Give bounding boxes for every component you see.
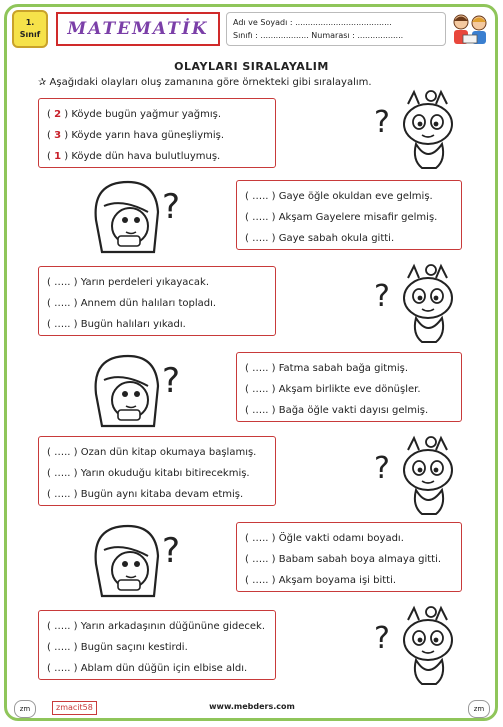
event-group-5 (38, 436, 276, 506)
grade-number: 1. (25, 18, 35, 27)
question-mark: ? (374, 279, 390, 314)
event-item: ( ….. ) Bağa öğle vakti dayısı gelmiş. (245, 405, 429, 416)
event-text: Yarın perdeleri yıkayacak. (80, 277, 209, 288)
order-blank[interactable]: ….. (252, 533, 269, 544)
question-mark: ? (162, 531, 181, 571)
instruction-text: ✰ Aşağıdaki olayları oluş zamanına göre örnekteki gibi sıralayalım. (38, 77, 372, 88)
event-group-7 (38, 610, 276, 680)
order-blank[interactable]: ….. (252, 575, 269, 586)
event-group-1 (38, 98, 276, 168)
event-text: Bağa öğle vakti dayısı gelmiş. (278, 405, 429, 416)
event-item: ( ….. ) Akşam birlikte eve dönüşler. (245, 384, 421, 395)
event-text: Yarın arkadaşının düğününe gidecek. (80, 621, 266, 632)
event-item: ( ….. ) Yarın perdeleri yıkayacak. (47, 277, 209, 288)
event-item: ( ….. ) Öğle vakti odamı boyadı. (245, 533, 404, 544)
order-answer[interactable]: 1 (54, 151, 62, 162)
event-item: ( ….. ) Ablam dün düğün için elbise aldı. (47, 663, 248, 674)
event-item: ( ….. ) Yarın arkadaşının düğününe gidecek. (47, 621, 266, 632)
event-text: Ozan dün kitap okumaya başlamış. (80, 447, 257, 458)
event-item: ( ….. ) Akşam Gayelere misafir gelmiş. (245, 212, 438, 223)
question-mark: ? (162, 187, 181, 227)
name-field[interactable]: Adı ve Soyadı : ...................................... (233, 18, 392, 27)
order-blank[interactable]: ….. (54, 319, 71, 330)
event-item: ( ….. ) Bugün halıları yıkadı. (47, 319, 186, 330)
event-group-2 (236, 180, 462, 250)
order-blank[interactable]: ….. (54, 298, 71, 309)
order-blank[interactable]: ….. (54, 621, 71, 632)
grade-badge (12, 10, 48, 48)
hooded-character-thinking-icon (82, 516, 194, 606)
event-item: ( ….. ) Gaye sabah okula gitti. (245, 233, 395, 244)
order-blank[interactable]: ….. (54, 489, 71, 500)
event-item: ( ….. ) Annem dün halıları topladı. (47, 298, 217, 309)
event-text: Annem dün halıları topladı. (80, 298, 217, 309)
student-info (226, 12, 446, 46)
event-text: Akşam birlikte eve dönüşler. (278, 384, 421, 395)
event-text: Bugün aynı kitaba devam etmiş. (80, 489, 244, 500)
cat-thinking-icon (368, 88, 464, 174)
question-mark: ? (374, 621, 390, 656)
cat-thinking-icon (368, 604, 464, 690)
website-link[interactable]: www.mebders.com (209, 702, 295, 711)
event-text: Akşam boyama işi bitti. (278, 575, 397, 586)
order-blank[interactable]: ….. (252, 554, 269, 565)
class-number-field[interactable]: Sınıfı : ................... Numarası : .................. (233, 31, 404, 40)
event-text: Babam sabah boya almaya gitti. (278, 554, 442, 565)
event-text: Bugün halıları yıkadı. (80, 319, 186, 330)
event-text: Fatma sabah bağa gitmiş. (278, 363, 409, 374)
question-mark: ? (374, 105, 390, 140)
event-item: ( ….. ) Ozan dün kitap okumaya başlamış. (47, 447, 257, 458)
event-text: Bugün saçını kestirdi. (80, 642, 188, 653)
worksheet-title: OLAYLARI SIRALAYALIM (174, 60, 329, 73)
zm-logo-left: zm (14, 700, 36, 718)
event-group-6 (236, 522, 462, 592)
hooded-character-thinking-icon (82, 346, 194, 436)
event-text: Köyde dün hava bulutluymuş. (71, 151, 221, 162)
event-item: ( 2 ) Köyde bugün yağmur yağmış. (47, 109, 222, 120)
event-text: Gaye öğle okuldan eve gelmiş. (278, 191, 433, 202)
event-text: Köyde yarın hava güneşliymiş. (71, 130, 225, 141)
event-text: Köyde bugün yağmur yağmış. (71, 109, 222, 120)
order-blank[interactable]: ….. (252, 405, 269, 416)
event-item: ( ….. ) Yarın okuduğu kitabı bitirecekmiş. (47, 468, 250, 479)
event-text: Gaye sabah okula gitti. (278, 233, 395, 244)
event-item: ( 3 ) Köyde yarın hava güneşliymiş. (47, 130, 225, 141)
children-reading-icon (448, 10, 492, 50)
event-text: Öğle vakti odamı boyadı. (278, 533, 404, 544)
event-group-3 (38, 266, 276, 336)
event-item: ( ….. ) Akşam boyama işi bitti. (245, 575, 397, 586)
order-blank[interactable]: ….. (54, 447, 71, 458)
order-blank[interactable]: ….. (54, 663, 71, 674)
order-blank[interactable]: ….. (54, 468, 71, 479)
order-blank[interactable]: ….. (54, 642, 71, 653)
order-answer[interactable]: 2 (54, 109, 62, 120)
event-text: Ablam dün düğün için elbise aldı. (80, 663, 248, 674)
event-item: ( ….. ) Fatma sabah bağa gitmiş. (245, 363, 409, 374)
hooded-character-thinking-icon (82, 172, 194, 262)
order-blank[interactable]: ….. (252, 212, 269, 223)
event-text: Yarın okuduğu kitabı bitirecekmiş. (80, 468, 250, 479)
event-item: ( ….. ) Bugün saçını kestirdi. (47, 642, 188, 653)
grade-label: Sınıf (19, 30, 41, 39)
event-item: ( ….. ) Gaye öğle okuldan eve gelmiş. (245, 191, 433, 202)
page-footer (14, 700, 490, 718)
order-blank[interactable]: ….. (54, 277, 71, 288)
zm-logo-right: zm (468, 700, 490, 718)
worksheet-header (12, 10, 492, 50)
cat-thinking-icon (368, 262, 464, 348)
question-mark: ? (374, 451, 390, 486)
event-text: Akşam Gayelere misafir gelmiş. (278, 212, 438, 223)
event-item: ( ….. ) Bugün aynı kitaba devam etmiş. (47, 489, 244, 500)
cat-thinking-icon (368, 434, 464, 520)
order-blank[interactable]: ….. (252, 384, 269, 395)
subject-title: MATEMATİK (56, 12, 220, 46)
event-item: ( ….. ) Babam sabah boya almaya gitti. (245, 554, 442, 565)
order-blank[interactable]: ….. (252, 191, 269, 202)
event-item: ( 1 ) Köyde dün hava bulutluymuş. (47, 151, 221, 162)
order-answer[interactable]: 3 (54, 130, 62, 141)
question-mark: ? (162, 361, 181, 401)
order-blank[interactable]: ….. (252, 233, 269, 244)
order-blank[interactable]: ….. (252, 363, 269, 374)
event-group-4 (236, 352, 462, 422)
author-tag: zmacit58 (52, 701, 97, 715)
